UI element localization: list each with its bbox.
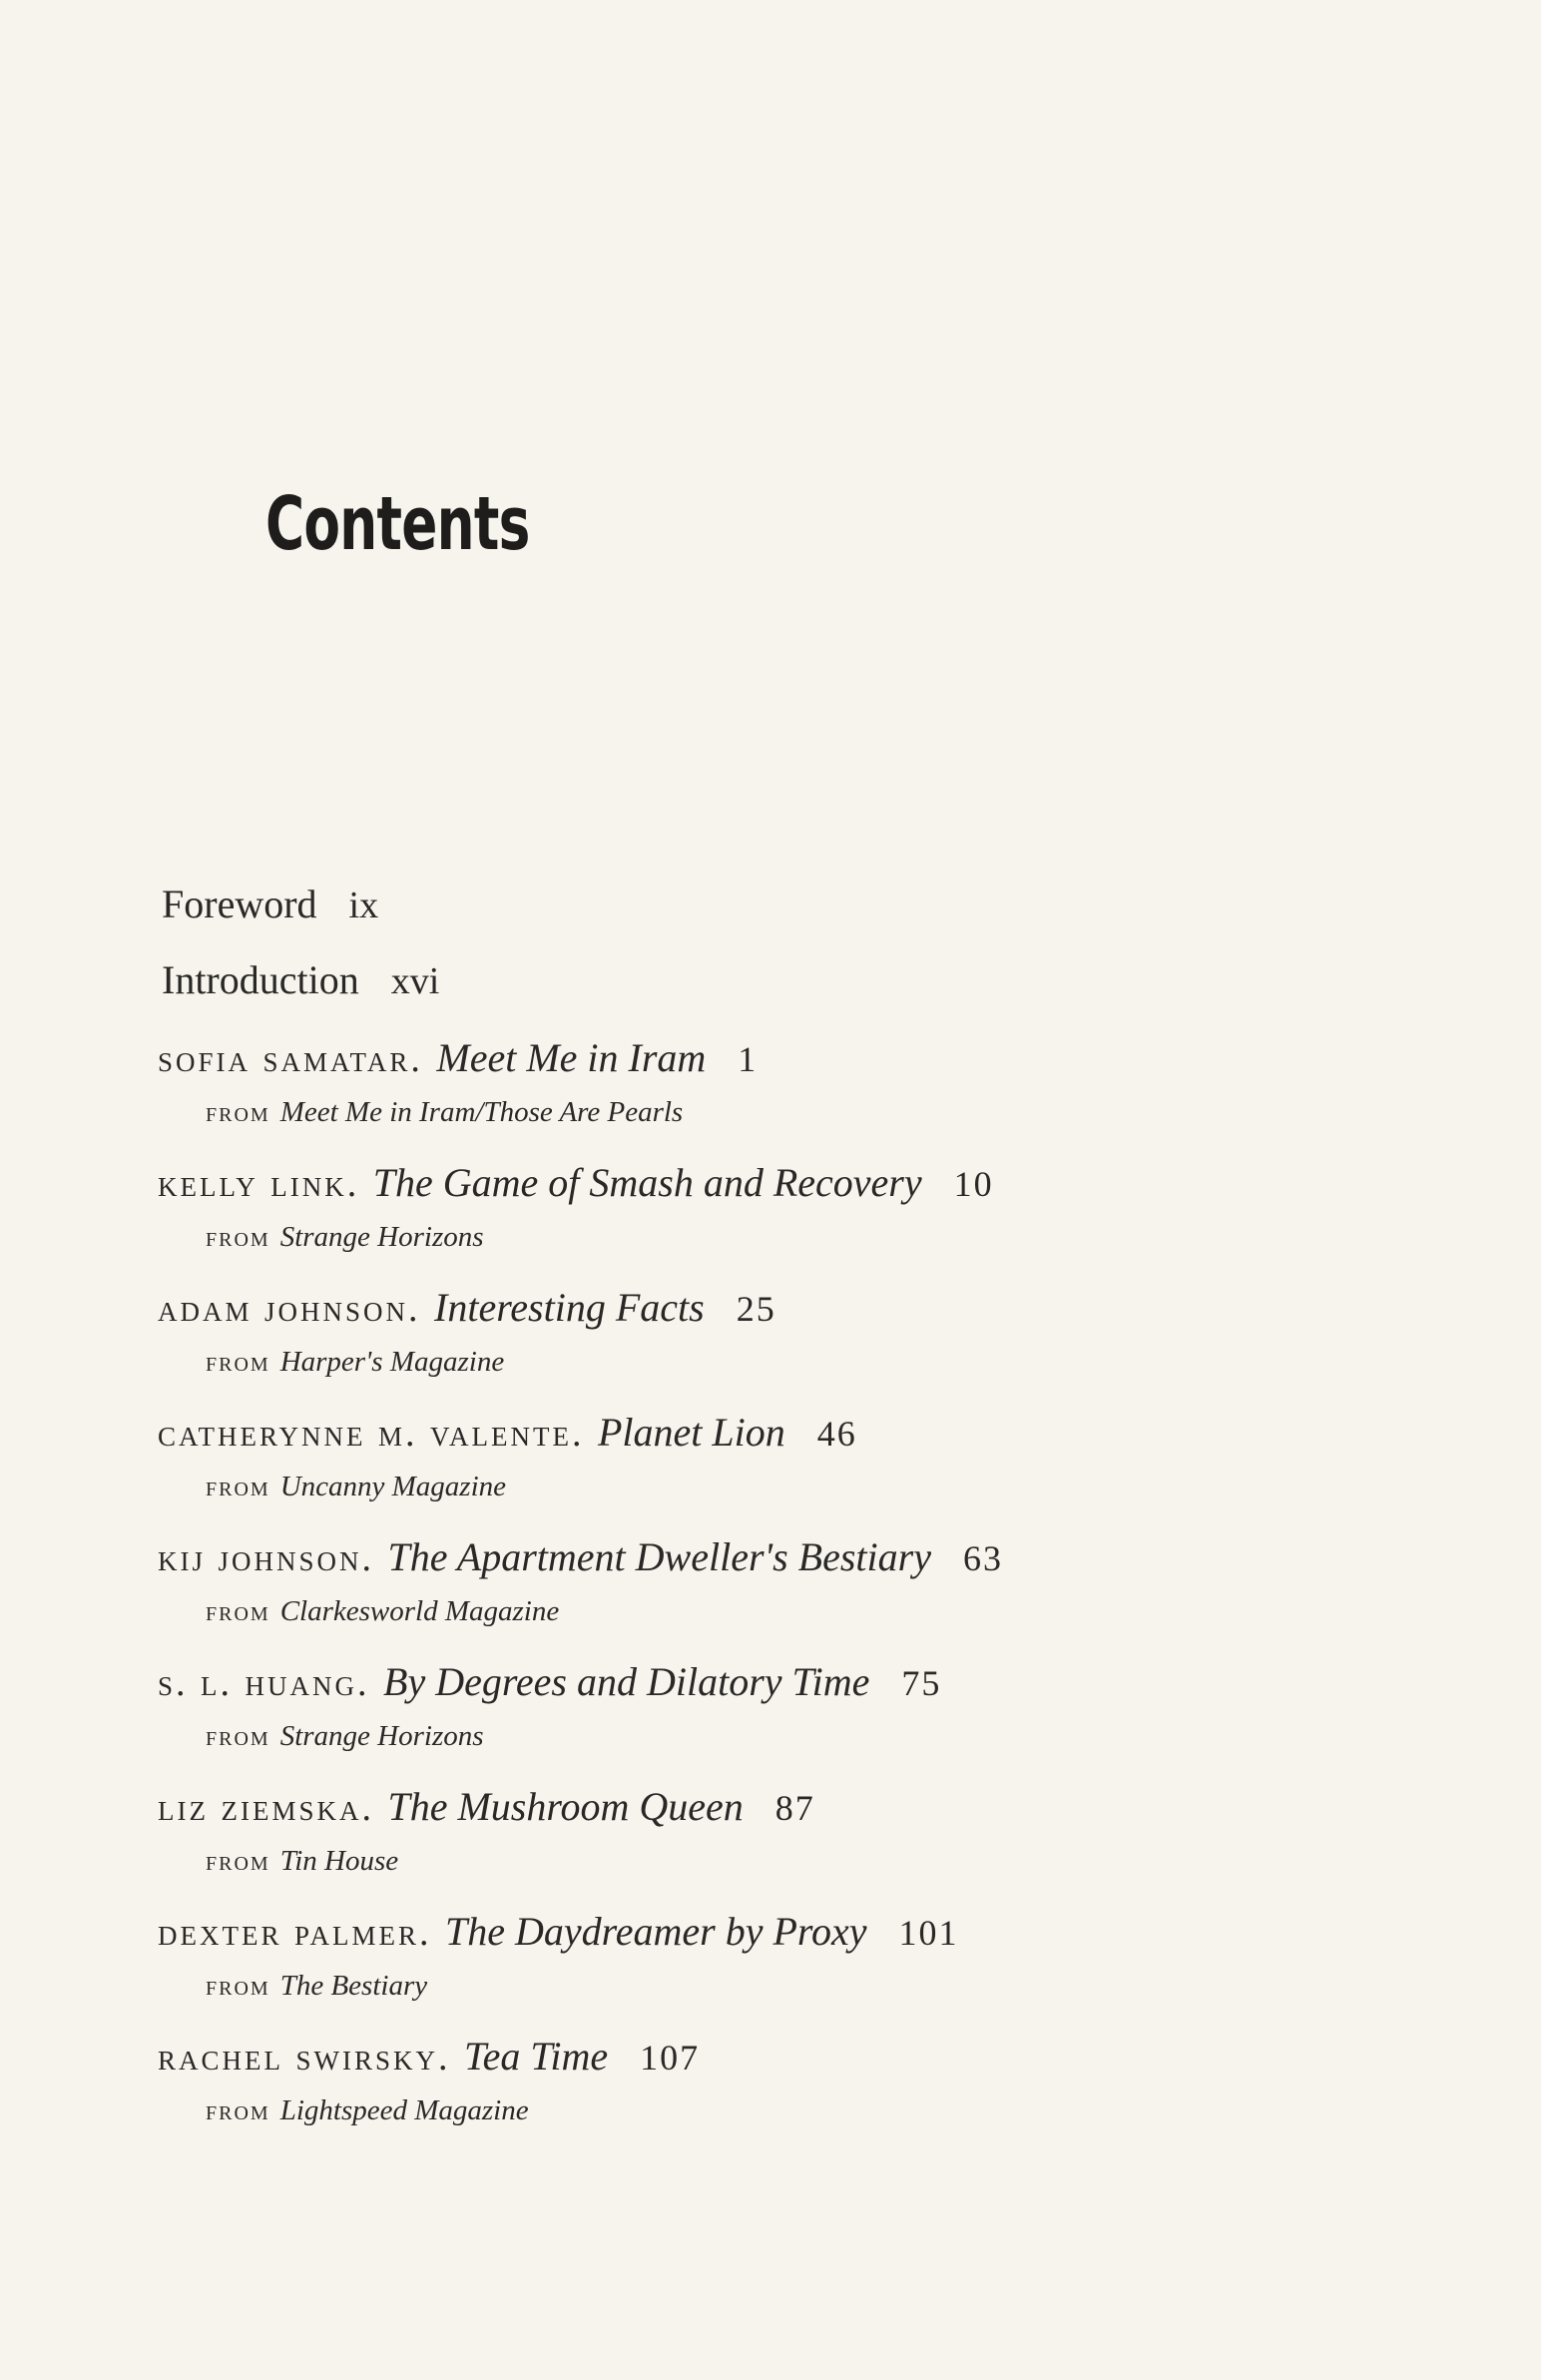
front-matter-page: ix: [348, 885, 379, 926]
entry-page: 107: [640, 2038, 701, 2078]
entry-from-label: from: [206, 1846, 270, 1877]
entry-page: 63: [962, 1538, 1003, 1578]
entry-from-label: from: [206, 1472, 270, 1502]
entry-page: 1: [738, 1039, 759, 1079]
entry-author: liz ziemska.: [158, 1787, 374, 1829]
entry-from-label: from: [206, 2095, 270, 2126]
entry-source: Strange Horizons: [279, 1221, 484, 1253]
entry-source: Lightspeed Magazine: [279, 2094, 529, 2126]
entry-title: The Daydreamer by Proxy: [445, 1909, 867, 1954]
entry-page: 75: [901, 1663, 942, 1703]
front-matter-page: xvi: [390, 960, 440, 1002]
entry-page: 101: [898, 1913, 959, 1953]
entry-source: Clarkesworld Magazine: [279, 1595, 560, 1627]
entry-from-label: from: [206, 1971, 270, 2002]
entry-title: Meet Me in Iram: [436, 1035, 707, 1080]
entry-from-label: from: [206, 1097, 270, 1128]
entry-author: kelly link.: [158, 1163, 360, 1205]
entry-title: Tea Time: [464, 2034, 609, 2079]
entry-title: The Game of Smash and Recovery: [372, 1160, 922, 1205]
entry-source: Strange Horizons: [279, 1720, 484, 1752]
entry-author: dexter palmer.: [158, 1912, 432, 1954]
front-matter-label: Introduction: [162, 957, 359, 1002]
entry-source: Tin House: [279, 1845, 399, 1877]
page-title: Contents: [265, 481, 530, 567]
entry-title: Planet Lion: [598, 1410, 785, 1455]
toc-entry: [158, 1285, 776, 1378]
entry-author: adam johnson.: [158, 1288, 421, 1330]
entry-page: 25: [736, 1289, 776, 1329]
entry-page: 10: [953, 1164, 994, 1204]
entry-from-label: from: [206, 1222, 270, 1253]
toc-entry: [158, 1035, 759, 1128]
entry-source: Uncanny Magazine: [279, 1471, 507, 1502]
entry-author: catherynne m. valente.: [158, 1413, 585, 1455]
entry-author: kij johnson.: [158, 1537, 375, 1579]
entry-title: The Apartment Dweller's Bestiary: [387, 1534, 931, 1579]
toc-entry: [158, 1534, 1003, 1627]
entry-title: The Mushroom Queen: [387, 1784, 744, 1829]
entry-source: Meet Me in Iram/Those Are Pearls: [279, 1096, 684, 1128]
toc-entry: [158, 1784, 815, 1877]
toc-front-matter-item: [162, 882, 379, 926]
front-matter-label: Foreword: [162, 882, 317, 926]
entry-page: 46: [816, 1414, 857, 1454]
toc-front-matter-item: [162, 957, 440, 1002]
entry-title: Interesting Facts: [434, 1285, 705, 1330]
entry-author: sofia samatar.: [158, 1038, 423, 1080]
entry-from-label: from: [206, 1347, 270, 1378]
toc-entry: [158, 1909, 959, 2002]
entry-from-label: from: [206, 1721, 270, 1752]
entry-source: The Bestiary: [279, 1970, 428, 2002]
toc-entry: [158, 2034, 701, 2126]
toc-entry: [158, 1659, 942, 1752]
toc-entry: [158, 1410, 857, 1502]
entry-author: s. l. huang.: [158, 1662, 370, 1704]
entry-page: 87: [774, 1788, 815, 1828]
entry-source: Harper's Magazine: [279, 1346, 505, 1378]
entry-author: rachel swirsky.: [158, 2037, 451, 2079]
entry-from-label: from: [206, 1596, 270, 1627]
toc-entry: [158, 1160, 994, 1253]
entry-title: By Degrees and Dilatory Time: [383, 1659, 870, 1704]
